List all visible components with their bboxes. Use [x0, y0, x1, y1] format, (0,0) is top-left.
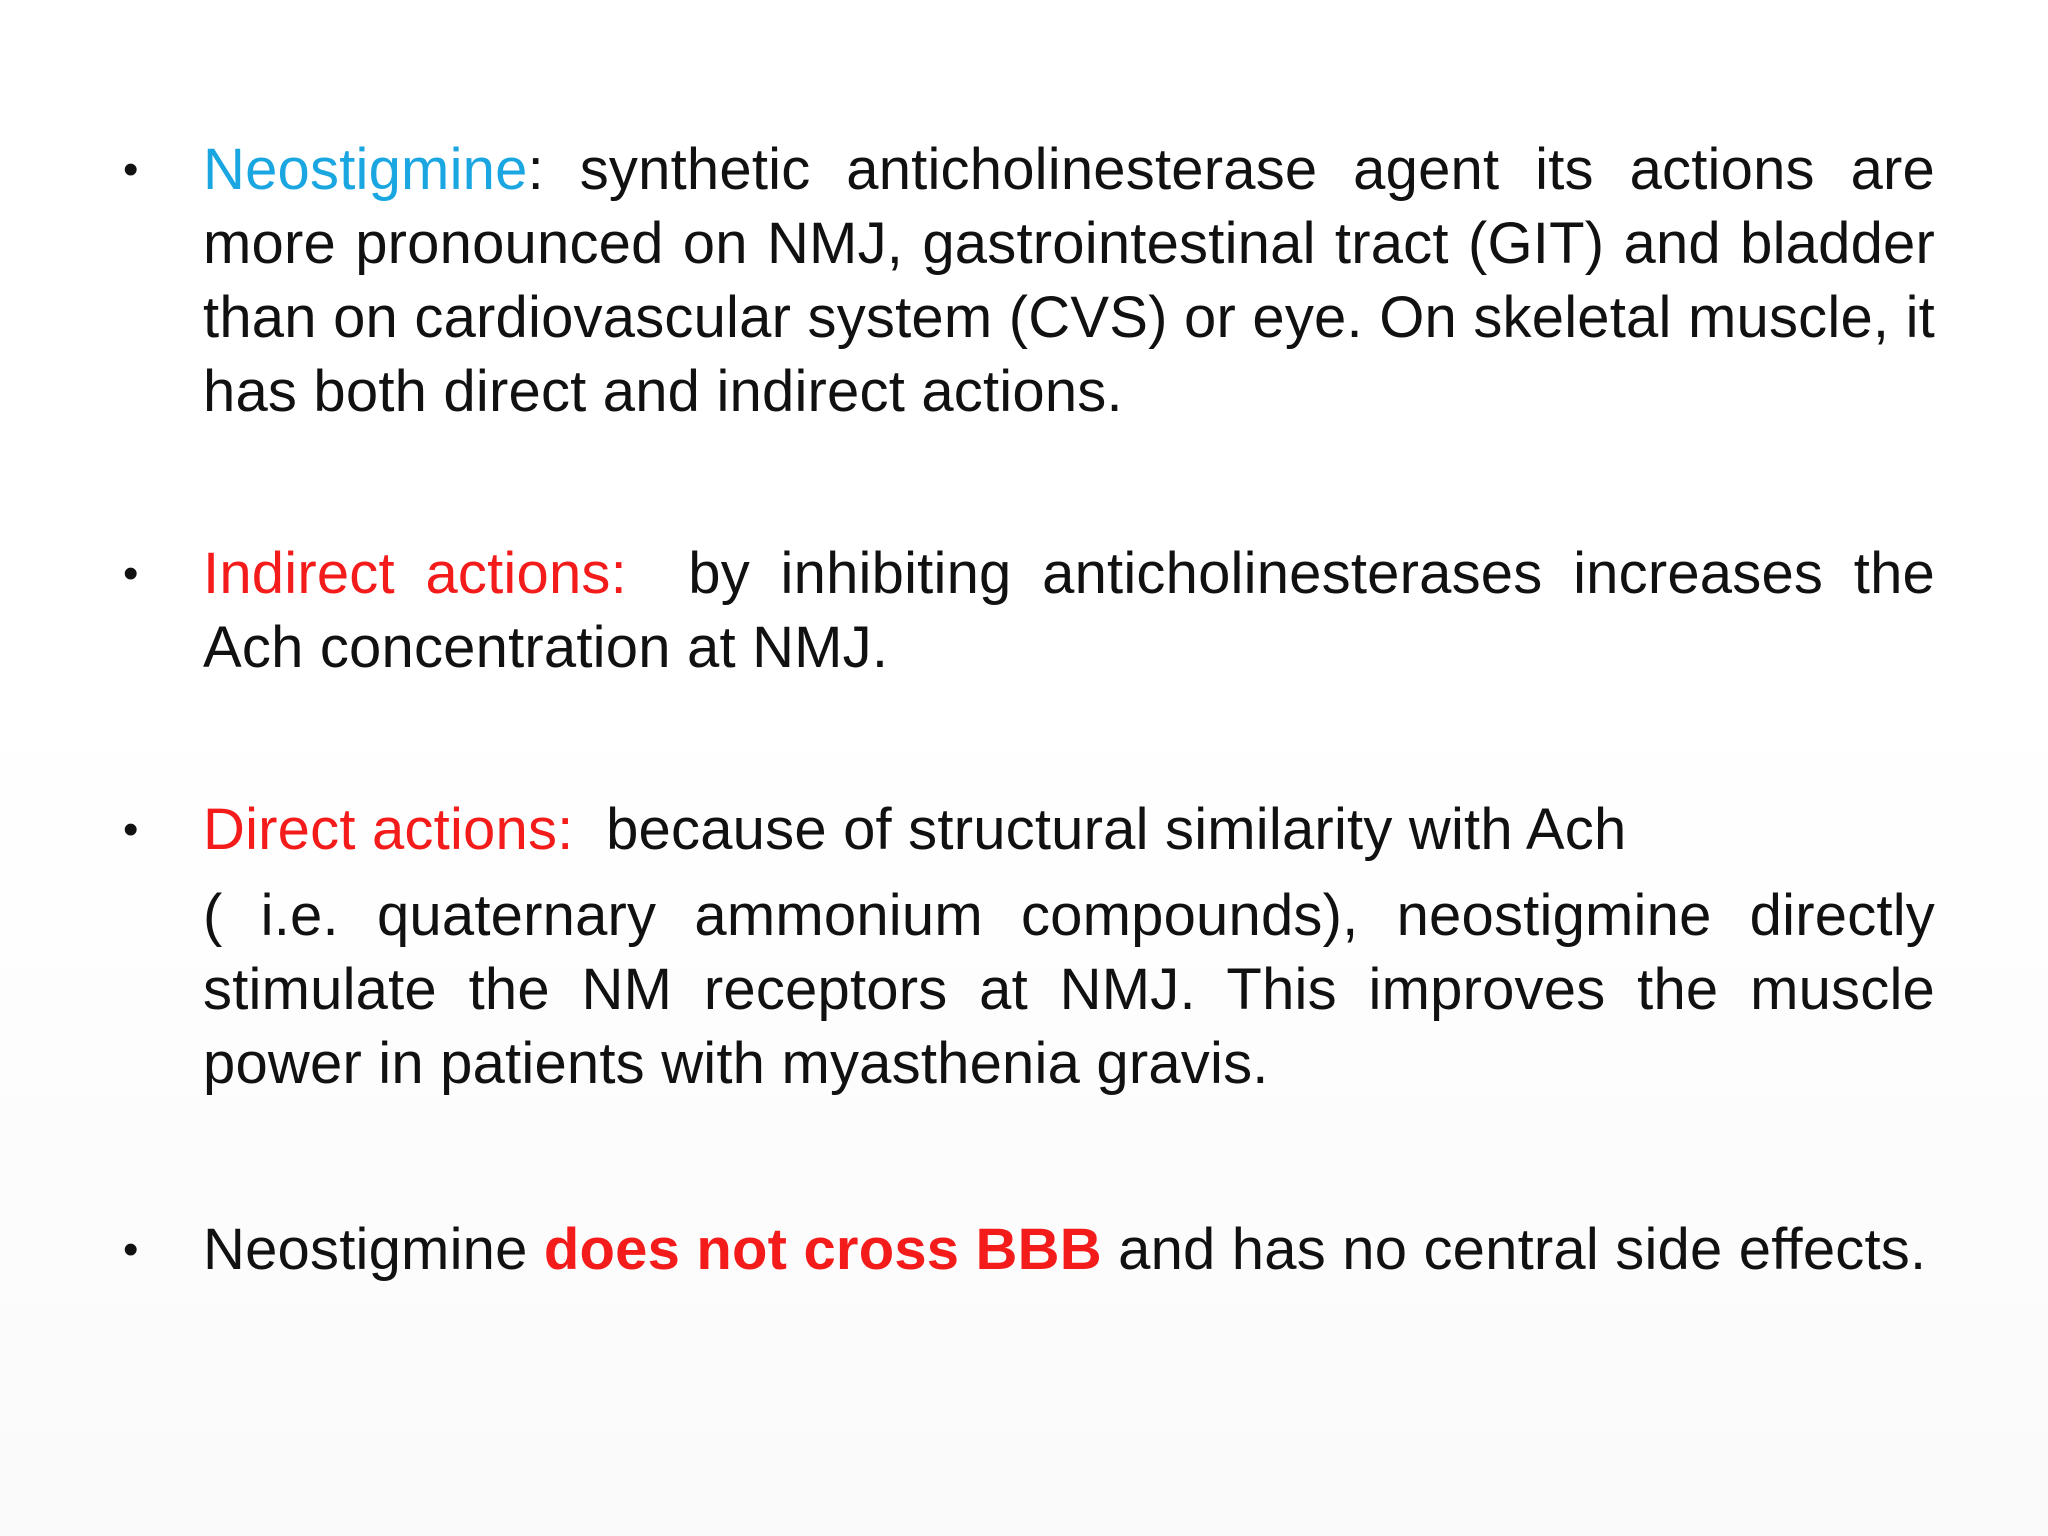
bullet-body: and has no central side effects. — [1101, 1217, 1927, 1282]
term-neostigmine: Neostigmine — [203, 137, 528, 202]
bullet-text — [203, 537, 1949, 685]
bullet-continuation: ( i.e. quaternary ammonium compounds), neostigmine directly stimulate the NM receptors at NMJ. This improves the muscle power in patients with myasthenia gravis. — [203, 883, 1935, 1096]
bullet-body: because of structural similarity with Ach — [573, 797, 1627, 862]
bullet-body: synthetic anticholinesterase agent its actions are more pronounced on NMJ, gastrointestinal tract (GIT) and bladder than on cardiovascular system (CVS) or eye. On skeletal muscle, it has both direct and indirect actions. — [203, 137, 1935, 424]
bullet-text — [203, 133, 1935, 429]
bullet-text — [203, 793, 1935, 1101]
bullet-dot: • — [123, 805, 139, 854]
term-separator: : — [527, 137, 544, 202]
bullet-dot: • — [123, 145, 139, 194]
term-indirect-actions: Indirect actions: — [203, 541, 627, 606]
emphasis-does-not-cross-bbb: does not cross BBB — [543, 1217, 1102, 1282]
bullet-body: by inhibiting anticholinesterases increases the Ach concentration at NMJ. — [203, 541, 1949, 680]
bullet-dot: • — [123, 1225, 139, 1274]
term-direct-actions: Direct actions: — [203, 797, 574, 862]
bullet-first-line — [203, 793, 1935, 867]
bullet-text — [203, 1213, 1935, 1287]
bullet-dot: • — [123, 549, 139, 598]
bullet-lead: Neostigmine — [203, 1217, 544, 1282]
